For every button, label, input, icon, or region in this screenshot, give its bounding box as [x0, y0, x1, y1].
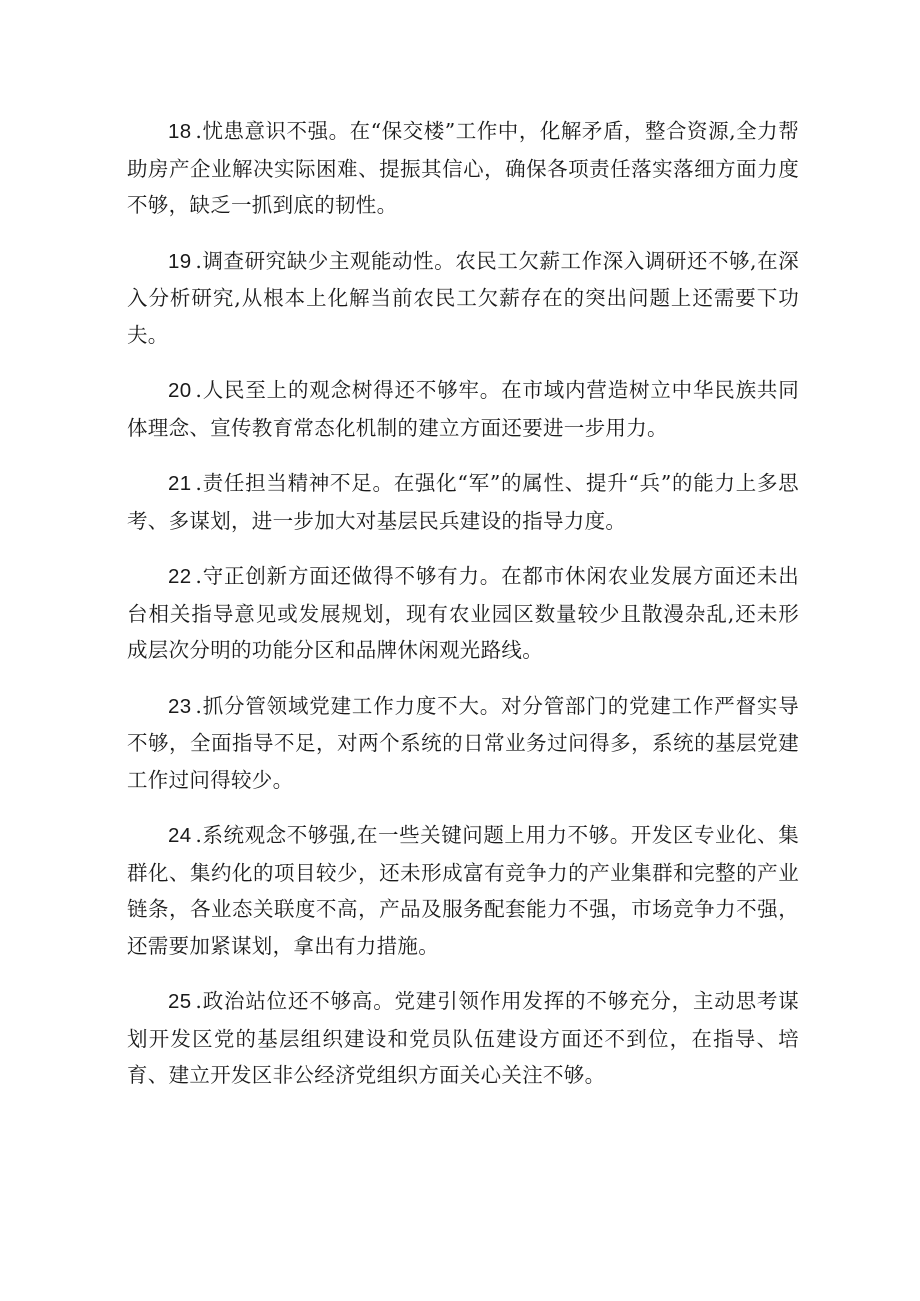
paragraph-23: [127, 688, 799, 799]
item-text: .系统观念不够强,在一些关键问题上用力不够。开发区专业化、集群化、集约化的项目较少，还未形成富有竞争力的产业集群和完整的产业链条，各业态关联度不高，产品及服务配套能力不强，市场竞争力不强，还需要加紧谋划，拿出有力措施。: [127, 823, 799, 958]
paragraph-25: [127, 983, 799, 1094]
item-text: .忧患意识不强。在“保交楼”工作中，化解矛盾，整合资源,全力帮助房产企业解决实际困难、提振其信心，确保各项责任落实落细方面力度不够，缺乏一抓到底的韧性。: [127, 119, 799, 217]
paragraph-20: [127, 372, 799, 446]
item-number: 24: [168, 824, 192, 847]
item-text: .责任担当精神不足。在强化“军”的属性、提升“兵”的能力上多思考、多谋划，进一步加大对基层民兵建设的指导力度。: [127, 471, 799, 533]
document-body: [127, 113, 799, 1113]
item-number: 18: [168, 120, 192, 143]
item-number: 21: [168, 472, 192, 495]
paragraph-21: [127, 465, 799, 539]
item-number: 20: [168, 379, 192, 402]
item-text: .抓分管领域党建工作力度不大。对分管部门的党建工作严督实导不够，全面指导不足，对两个系统的日常业务过问得多，系统的基层党建工作过问得较少。: [127, 693, 799, 792]
item-number: 23: [168, 694, 192, 718]
item-text: .守正创新方面还做得不够有力。在都市休闲农业发展方面还未出台相关指导意见或发展规划，现有农业园区数量较少且散漫杂乱,还未形成层次分明的功能分区和品牌休闲观光路线。: [127, 564, 799, 662]
paragraph-18: [127, 113, 799, 224]
item-text: .调查研究缺少主观能动性。农民工欠薪工作深入调研还不够,在深入分析研究,从根本上化解当前农民工欠薪存在的突出问题上还需要下功夫。: [127, 248, 799, 347]
item-text: .人民至上的观念树得还不够牢。在市域内营造树立中华民族共同体理念、宣传教育常态化机制的建立方面还要进一步用力。: [127, 378, 799, 440]
paragraph-22: [127, 558, 799, 669]
item-text: .政治站位还不够高。党建引领作用发挥的不够充分，主动思考谋划开发区党的基层组织建设和党员队伍建设方面还不到位，在指导、培育、建立开发区非公经济党组织方面关心关注不够。: [127, 989, 799, 1087]
paragraph-19: [127, 243, 799, 354]
paragraph-24: [127, 817, 799, 964]
item-number: 22: [168, 565, 192, 588]
item-number: 25: [168, 990, 192, 1013]
item-number: 19: [168, 249, 192, 273]
